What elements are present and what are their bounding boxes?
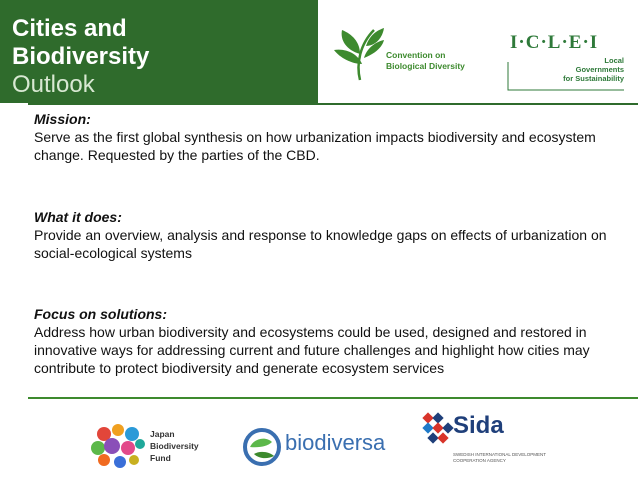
jbf-line-1: Japan — [150, 429, 175, 439]
title-line-2: Biodiversity — [12, 43, 150, 70]
sida-tagline-2: COOPERATION AGENCY — [453, 458, 506, 463]
iclei-tagline — [563, 56, 624, 83]
iclei-line-3: for Sustainability — [563, 74, 624, 83]
focus-section — [34, 305, 626, 377]
what-it-does-section — [34, 208, 626, 262]
section-body: Provide an overview, analysis and response to knowledge gaps on effects of urbanization on social-ecological systems — [34, 227, 607, 261]
biodiversa-name: biodiversa — [285, 430, 386, 455]
jbf-line-3: Fund — [150, 453, 171, 463]
section-body: Serve as the first global synthesis on how urbanization impacts biodiversity and ecosystem change. Requested by the parties of the CBD. — [34, 129, 596, 163]
iclei-line-2: Governments — [575, 65, 624, 74]
cbd-name — [386, 50, 465, 72]
bottom-divider — [28, 397, 638, 399]
section-heading: Mission: — [34, 111, 91, 127]
section-body: Address how urban biodiversity and ecosystems could be used, designed and restored in innovative ways for addressing current and future challenges and highlight how cities may contribute to protect biodiversity and generate ecosystem services — [34, 324, 590, 376]
iclei-name: I·C·L·E·I — [510, 32, 599, 53]
jbf-line-2: Biodiversity — [150, 441, 199, 451]
jbf-name — [150, 428, 199, 464]
section-heading: What it does: — [34, 209, 122, 225]
section-heading: Focus on solutions: — [34, 306, 167, 322]
sida-tagline-1: SWEDISH INTERNATIONAL DEVELOPMENT — [453, 452, 547, 457]
sida-name: Sida — [453, 412, 504, 439]
mission-section — [34, 110, 626, 164]
title-line-3: Outlook — [12, 71, 95, 98]
top-divider — [28, 103, 638, 105]
iclei-line-1: Local — [604, 56, 624, 65]
cbd-line-2: Biological Diversity — [386, 61, 465, 71]
title-line-1: Cities and — [12, 15, 127, 42]
sida-tagline — [453, 452, 546, 464]
cbd-line-1: Convention on — [386, 50, 446, 60]
